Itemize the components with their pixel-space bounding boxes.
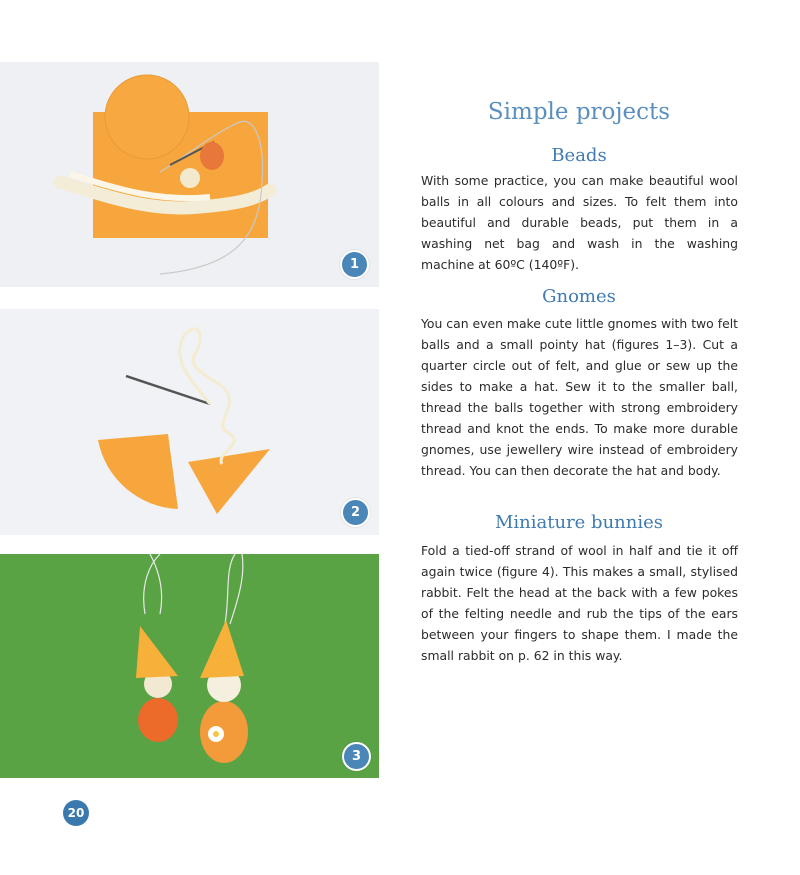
figure-number-badge: 1 (340, 250, 369, 279)
section-heading-gnomes: Gnomes (542, 286, 616, 307)
section-heading-miniature-bunnies: Miniature bunnies (494, 512, 664, 533)
page-number: 20 (63, 800, 89, 826)
section-text-miniature-bunnies: Fold a tied-off strand of wool in half and tie it off again twice (figure 4). This makes a small, stylised rabbit. Felt the head at the back with a few pokes of the felting needle and rub the tips of the ears between your fingers to shape them. I made the small rabbit on p. 62 in this way. (421, 543, 738, 663)
section-text-beads: With some practice, you can make beautiful wool balls in all colours and sizes. To felt them into beautiful and durable beads, put them in a washing net bag and wash in the washing machine at 60ºC (140ºF). (421, 173, 738, 272)
figure-number-badge: 2 (341, 498, 370, 527)
figure-number-badge: 3 (342, 742, 371, 771)
section-heading-beads: Beads (551, 145, 607, 166)
section-text-gnomes: You can even make cute little gnomes with two felt balls and a small pointy hat (figures 1–3). Cut a quarter circle out of felt, and glue or sew up the sides to make a hat. Sew it to the smaller ball, thread the balls together with strong embroidery thread and knot the ends. To make more durable gnomes, use jewellery wire instead of embroidery thread. You can then decorate the hat and body. (421, 316, 738, 478)
gnome-ornaments-photo (0, 554, 379, 778)
figure-1-photo (0, 62, 379, 287)
felt-bead-photo (0, 62, 379, 287)
page-title: Simple projects (487, 99, 671, 125)
felt-hat-cutout-photo (0, 309, 379, 535)
figure-3-photo (0, 554, 379, 778)
figure-2-photo (0, 309, 379, 535)
